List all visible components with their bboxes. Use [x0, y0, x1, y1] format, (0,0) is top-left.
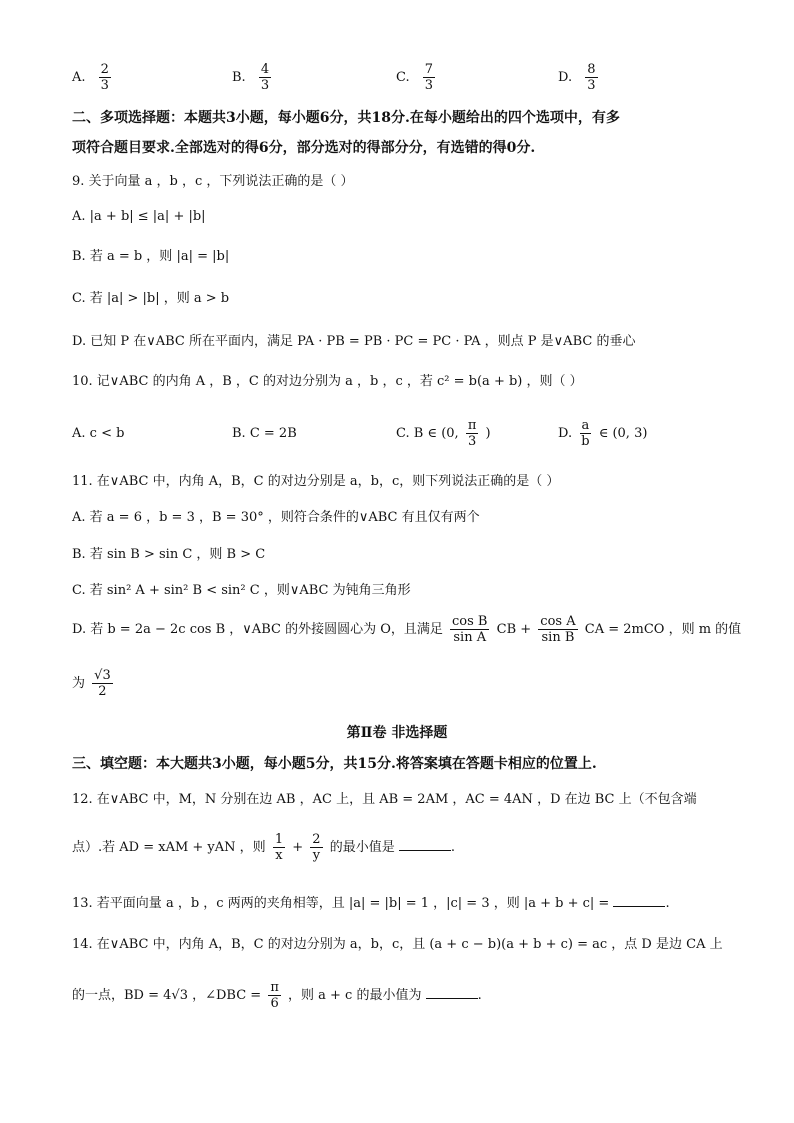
answer-blank[interactable] [399, 838, 451, 851]
q12-line1: 12. 在∨ABC 中，M，N 分别在边 AB ，AC 上，且 AB = 2AM ，AC = 4AN ，D 在边 BC 上（不包含端 [72, 792, 697, 807]
q14-line2-prefix: 的一点，BD = 4√3 ，∠DBC = [72, 988, 262, 1003]
q11-option-d-prefix: D. 若 b = 2a − 2c cos B ，∨ABC 的外接圆圆心为 O，且满足 [72, 622, 443, 637]
q10-option-c-suffix: ) [485, 426, 491, 441]
denominator: 3 [467, 434, 477, 449]
q13 [72, 892, 670, 911]
denominator: 3 [100, 78, 109, 93]
q9-option-c: C. 若 |a| > |b| ，则 a > b [72, 291, 230, 306]
denominator: 3 [587, 78, 596, 93]
denominator: sin A [453, 630, 487, 645]
q8-option-a [72, 62, 114, 93]
q14-line2 [72, 980, 482, 1011]
q12-line2-prefix: 点）.若 AD = xAM + yAN ，则 [72, 840, 266, 855]
denominator: 3 [260, 78, 270, 93]
denominator: x [275, 848, 283, 863]
q13-text: 13. 若平面向量 a ，b ，c 两两的夹角相等，且 |a| = |b| = 1 ，|c| = 3 ，则 |a + b + c| = [72, 896, 610, 911]
q8-option-b [232, 62, 274, 93]
numerator: 2 [312, 832, 321, 847]
q10-option-d-prefix: D. [558, 426, 573, 441]
denominator: 3 [424, 78, 434, 93]
q8-option-d [558, 62, 601, 93]
option-letter: A. [72, 70, 86, 85]
period: . [450, 840, 455, 855]
fraction [310, 832, 322, 863]
option-letter: D. [558, 70, 573, 85]
fraction [579, 418, 591, 449]
q9-stem: 9. 关于向量 a ，b ，c ，下列说法正确的是（ ） [72, 174, 354, 189]
q9-option-a: A. |a + b| ≤ |a| + |b| [72, 209, 206, 224]
q12-line2-suffix: 的最小值是 [329, 840, 395, 855]
numerator: 7 [424, 62, 434, 77]
q11-option-b: B. 若 sin B > sin C ，则 B > C [72, 547, 266, 562]
option-letter: B. [232, 70, 246, 85]
fraction [92, 668, 113, 699]
answer-blank[interactable] [613, 894, 665, 907]
q10-option-b: B. C = 2B [232, 426, 297, 441]
section2-header-line2: 项符合题目要求.全部选对的得6分，部分选对的得部分分，有选错的得0分. [72, 140, 536, 156]
denominator: sin B [541, 630, 575, 645]
numerator: √3 [94, 668, 111, 683]
q14-line2-suffix: ，则 a + c 的最小值为 [288, 988, 422, 1003]
fraction [268, 980, 281, 1011]
q11-option-a: A. 若 a = 6 ，b = 3 ，B = 30° ，则符合条件的∨ABC 有且仅有两个 [72, 510, 480, 525]
denominator: 6 [270, 996, 279, 1011]
denominator: b [581, 434, 590, 449]
fraction [466, 418, 479, 449]
numerator: cos B [452, 614, 488, 629]
fraction [99, 62, 111, 93]
q10-option-d [558, 418, 647, 449]
period: . [665, 896, 670, 911]
q14-line1: 14. 在∨ABC 中，内角 A，B，C 的对边分别为 a，b，c，且 (a + c − b)(a + b + c) = ac ，点 D 是边 CA 上 [72, 937, 723, 952]
q11-option-d-line2 [72, 668, 116, 699]
fraction [450, 614, 489, 645]
q11-option-d-line2-prefix: 为 [72, 676, 86, 691]
part2-title: 第Ⅱ卷 非选择题 [346, 725, 448, 741]
numerator: 1 [274, 832, 284, 847]
fraction [273, 832, 285, 863]
numerator: cos A [540, 614, 576, 629]
numerator: a [581, 418, 590, 433]
q10-option-d-suffix: ∈ (0, 3) [598, 426, 648, 441]
numerator: π [467, 418, 477, 433]
period: . [477, 988, 482, 1003]
q11-option-d [72, 614, 741, 645]
fraction [423, 62, 435, 93]
fraction [538, 614, 577, 645]
q12-plus: + [292, 840, 304, 855]
option-letter: C. [396, 70, 410, 85]
q8-option-c [396, 62, 438, 93]
q10-stem: 10. 记∨ABC 的内角 A ，B ，C 的对边分别为 a ，b ，c ，若 c² = b(a + b) ，则（ ） [72, 374, 583, 389]
fraction [585, 62, 597, 93]
numerator: π [270, 980, 279, 995]
q9-option-d: D. 已知 P 在∨ABC 所在平面内，满足 PA · PB = PB · PC = PC · PA ，则点 P 是∨ABC 的垂心 [72, 334, 636, 349]
q10-option-c [396, 418, 491, 449]
q12-line2 [72, 832, 455, 863]
numerator: 8 [587, 62, 596, 77]
section3-header: 三、填空题：本大题共3小题，每小题5分，共15分.将答案填在答题卡相应的位置上. [72, 756, 597, 772]
q11-option-c: C. 若 sin² A + sin² B < sin² C ，则∨ABC 为钝角三角形 [72, 583, 411, 598]
numerator: 2 [100, 62, 109, 77]
numerator: 4 [260, 62, 270, 77]
denominator: 2 [98, 684, 107, 699]
q11-stem: 11. 在∨ABC 中，内角 A，B，C 的对边分别是 a，b，c，则下列说法正确的是（ ） [72, 474, 560, 489]
section2-header-line1: 二、多项选择题：本题共3小题，每小题6分，共18分.在每小题给出的四个选项中，有多 [72, 110, 620, 126]
q10-option-c-prefix: C. B ∈ (0, [396, 426, 459, 441]
q11-option-d-mid2: CA = 2mCO ，则 m 的值 [584, 622, 742, 637]
q9-option-b: B. 若 a = b ，则 |a| = |b| [72, 249, 230, 264]
answer-blank[interactable] [426, 986, 478, 999]
fraction [259, 62, 271, 93]
denominator: y [312, 848, 321, 863]
q10-option-a: A. c < b [72, 426, 125, 441]
q11-option-d-mid1: CB + [496, 622, 532, 637]
